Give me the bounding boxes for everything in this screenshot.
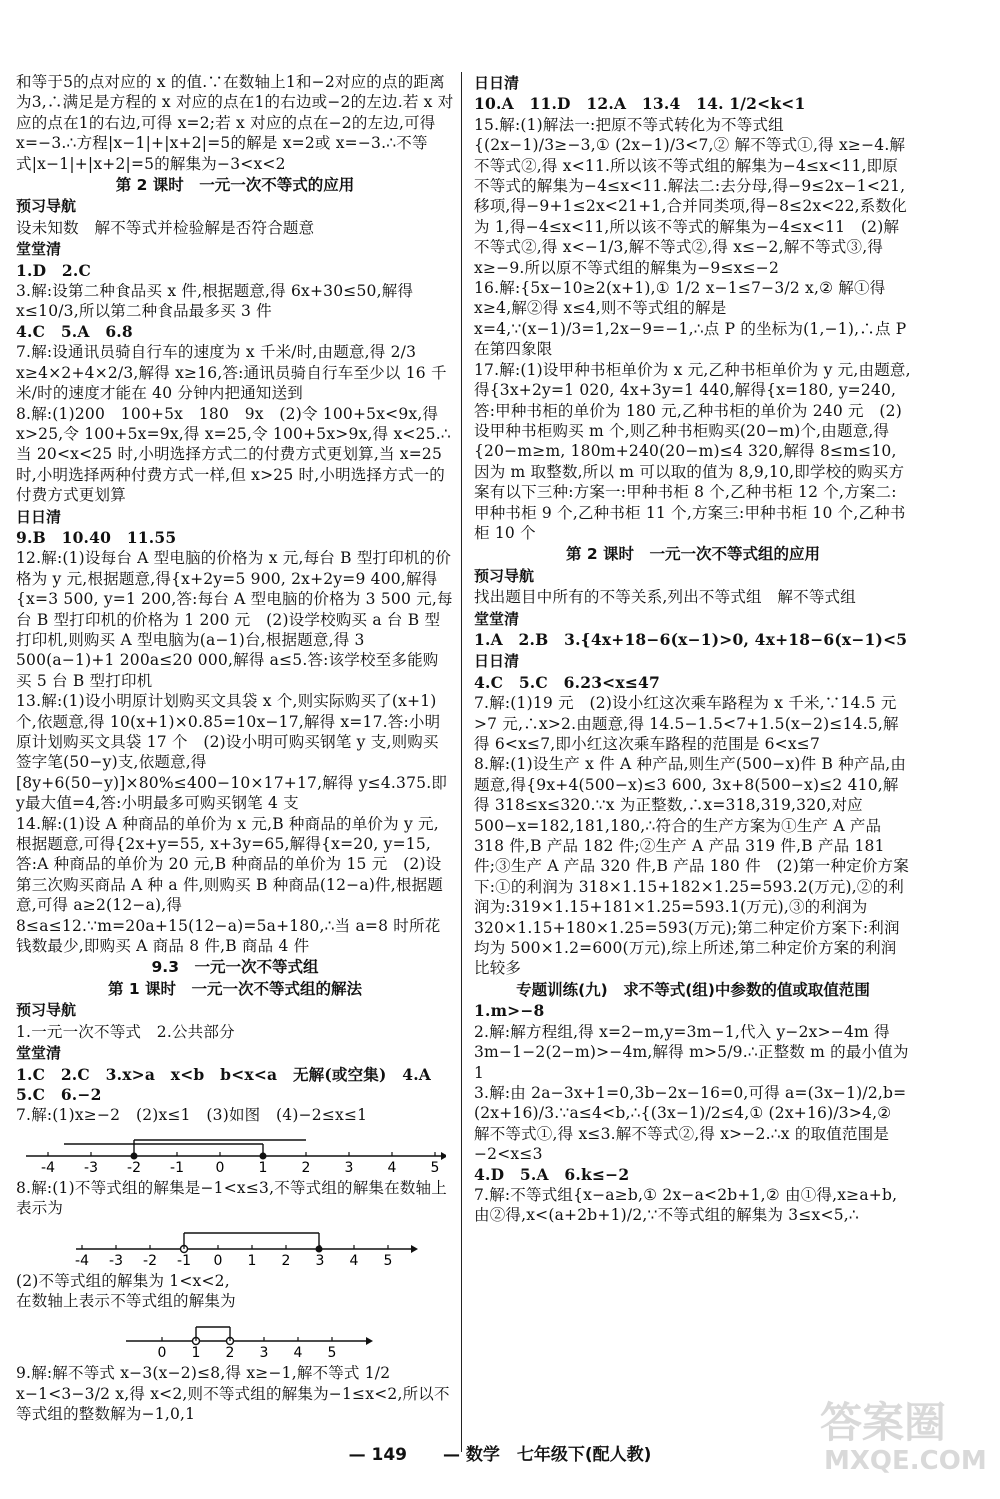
- number-line-1: [16, 1130, 454, 1174]
- number-line-3-tick-label: 2: [225, 1345, 235, 1360]
- answer-e-8b: (2)不等式组的解集为 1<x<2,: [16, 1271, 230, 1290]
- watermark-top-text: 答案圈: [820, 1398, 947, 1447]
- intro-paragraph: 和等于5的点对应的 x 的值.∵在数轴上1和−2对应的点的距离为3,∴满足是方程的 x 对应的点在1的右边或−2的左边.若 x 对应的点在1的右边,可得 x=2;若 x 对应的点在−2的左边,可得 x=−3.∴方程|x−1|+|x+2|=5的解是 x=2或 x=−3.∴不等式|x−1|+|x+2|=5的解集为−3<x<2: [16, 73, 454, 173]
- number-line-1-tick-label: 4: [387, 1159, 397, 1174]
- special-answer-7: 7.解:不等式组{x−a≥b,① 2x−a<2b+1,② 由①得,x≥a+b,由②得,x<(a+2b+1)/2,∵不等式组的解集为 3≤x<5,∴: [474, 1185, 898, 1225]
- answer-r-8: 8.解:(1)设生产 x 件 A 种产品,则生产(500−x)件 B 种产品,由题意,得{9x+4(500−x)≤3 600, 3x+8(500−x)≤2 410,解得 318≤x≤320.∵x 为正整数,∴x=318,319,320,对应 500−x=182,181,180,∴符合的生产方案为①生产 A 产品 318 件,B 产品 182 件;②生产 A 产品 319 件,B 产品 181 件;③生产 A 产品 320 件,B 产品 180 件 (2)第一种定价方案下:①的利润为 318×1.15+182×1.25=593.2(万元),②的利润为:319×1.15+181×1.25=593.1(万元),③的利润为 320×1.15+180×1.25=593(万元);第二种定价方案下:利润均为 500×1.2=600(万元),综上所述,第二种定价方案的利润比较多: [474, 755, 909, 978]
- class2-label: 堂堂清: [16, 1044, 62, 1063]
- special-answer-2: 2.解:解方程组,得 x=2−m,y=3m−1,代入 y−2x>−4m 得 3m−1−2(2−m)>−4m,解得 m>5/9.∴正整数 m 的最小值为 1: [474, 1022, 909, 1082]
- number-line-2-tick-label: 5: [383, 1252, 393, 1267]
- special-training-title: 专题训练(九) 求不等式(组)中参数的值或取值范围: [516, 980, 870, 999]
- number-line-1-tick-label: -1: [170, 1159, 184, 1174]
- footer-dash-right: —: [442, 1445, 460, 1465]
- answer-8: 8.解:(1)200 100+5x 180 9x (2)令 100+5x<9x,得 x>25,令 100+5x=9x,得 x=25,令 100+5x>9x,得 x<25.∴当 20<x<25 时,小明选择方式二的付费方式更划算,当 x=25 时,小明选择两种付费方式一样,但 x>25 时,小明选择方式一的付费方式更划算: [16, 404, 451, 505]
- number-line-1-tick-label: 3: [344, 1159, 354, 1174]
- answer-9-11: 9.B 10.40 11.55: [16, 527, 177, 547]
- preview-label-right: 预习导航: [474, 566, 535, 585]
- lesson2-title-right: 第 2 课时 一元一次不等式组的应用: [565, 545, 821, 564]
- preview-text-right: 找出题目中所有的不等关系,列出不等式组 解不等式组: [474, 588, 856, 607]
- number-line-2-tick-label: -3: [109, 1252, 123, 1267]
- right-column: [474, 72, 912, 1226]
- number-line-2-tick-label: -2: [143, 1252, 157, 1267]
- answer-r-4-6: 4.C 5.C 6.23<x≤47: [474, 672, 660, 692]
- number-line-2-tick-label: -1: [177, 1252, 191, 1267]
- footer-dash-left: —: [348, 1445, 366, 1465]
- number-line-2-tick-label: 4: [349, 1252, 359, 1267]
- class-label-right: 堂堂清: [474, 609, 520, 628]
- number-line-1-tick-label: 5: [430, 1159, 440, 1174]
- lesson1-title: 第 1 课时 一元一次不等式组的解法: [107, 979, 363, 998]
- answer-e-7: 7.解:(1)x≥−2 (2)x≤1 (3)如图 (4)−2≤x≤1: [16, 1106, 368, 1125]
- answer-16: 16.解:{5x−10≥2(x+1),① 1/2 x−1≤7−3/2 x,② 解①得 x≥4,解②得 x≤4,则不等式组的解是 x=4,∵(x−1)/3=1,2x−9=−1,∴点 P 的坐标为(1,−1),∴点 P 在第四象限: [474, 279, 907, 359]
- answer-e-1-4: 1.C 2.C 3.x>a x<b b<x<a 无解(或空集) 4.A: [16, 1064, 432, 1084]
- number-line-3-tick-label: 3: [259, 1345, 269, 1360]
- number-line-1-tick-label: 1: [258, 1159, 268, 1174]
- number-line-3: [16, 1315, 454, 1359]
- watermark-bottom-text: MXQE.COM: [824, 1446, 987, 1476]
- section-title: 9.3 一元一次不等式组: [151, 958, 319, 977]
- number-line-2: [16, 1223, 454, 1267]
- answer-3: 3.解:设第二种食品买 x 件,根据题意,得 6x+30≤50,解得 x≤10/3,所以第二种食品最多买 3 件: [16, 282, 414, 321]
- number-line-2-tick-label: 3: [315, 1252, 325, 1267]
- number-line-1-tick-label: 2: [301, 1159, 311, 1174]
- number-line-2-tick-label: 2: [281, 1252, 291, 1267]
- answer-r-1-3: 1.A 2.B 3.{4x+18−6(x−1)>0, 4x+18−6(x−1)<5: [474, 629, 908, 649]
- preview2-label: 预习导航: [16, 1001, 77, 1020]
- answer-e-8c: 在数轴上表示不等式组的解集为: [16, 1291, 236, 1310]
- answer-e-8a: 8.解:(1)不等式组的解集是−1<x≤3,不等式组的解集在数轴上表示为: [16, 1178, 447, 1218]
- answer-1-2: 1.D 2.C: [16, 260, 92, 280]
- number-line-1-tick-label: -2: [127, 1159, 141, 1174]
- answer-r-7: 7.解:(1)19 元 (2)设小红这次乘车路程为 x 千米,∵14.5 元>7 元,∴x>2.由题意,得 14.5−1.5<7+1.5(x−2)≤14.5,解得 6<x≤7,即小红这次乘车路程的范围是 6<x≤7: [474, 694, 899, 753]
- answer-12: 12.解:(1)设每台 A 型电脑的价格为 x 元,每台 B 型打印机的价格为 y 元,根据题意,得{x+2y=5 900, 2x+2y=9 400,解得{x=3 500, y=1 200,答:每台 A 型电脑的价格为 3 500 元,每台 B 型打印机的价格为 1 200 元 (2)设学校购买 a 台 B 型打印机,则购买 A 型电脑为(a−1)台,根据题意,得 3 500(a−1)+1 200a≤20 000,解得 a≤5.答:该学校至多能购买 5 台 B 型打印机: [16, 549, 453, 690]
- number-line-3-tick-label: 0: [157, 1345, 167, 1360]
- class-label: 堂堂清: [16, 240, 62, 259]
- preview2-text: 1.一元一次不等式 2.公共部分: [16, 1022, 235, 1041]
- number-line-3-tick-label: 4: [293, 1345, 303, 1360]
- preview-label: 预习导航: [16, 197, 77, 216]
- answer-17: 17.解:(1)设甲种书柜单价为 x 元,乙种书柜单价为 y 元,由题意,得{3x+2y=1 020, 4x+3y=1 440,解得{x=180, y=240,答:甲种书柜的单价为 180 元,乙种书柜的单价为 240 元 (2)设甲种书柜购买 m 个,则乙种书柜购买(20−m)个,由题意,得{20−m≥m, 180m+240(20−m)≤4 320,解得 8≤m≤10,因为 m 取整数,所以 m 可以取的值为 8,9,10,即学校的购买方案有以下三种:方案一:甲种书柜 8 个,乙种书柜 12 个,方案二:甲种书柜 9 个,乙种书柜 11 个,方案三:甲种书柜 10 个,乙种书柜 10 个: [474, 360, 911, 542]
- special-answer-1: 1.m>−8: [474, 1001, 545, 1021]
- number-line-1-tick-label: -4: [41, 1159, 55, 1174]
- number-line-1-tick-label: -3: [84, 1159, 98, 1174]
- special-answer-3: 3.解:由 2a−3x+1=0,3b−2x−16=0,可得 a=(3x−1)/2,b=(2x+16)/3.∵a≤4<b,∴{(3x−1)/2≤4,① (2x+16)/3>4,② 解不等式①,得 x≤3.解不等式②,得 x>−2.∴x 的取值范围是−2<x≤3: [474, 1083, 907, 1164]
- footer-subject: 数学 七年级下(配人教): [465, 1445, 652, 1465]
- page-number: 149: [371, 1445, 408, 1465]
- column-divider: [461, 72, 462, 1452]
- daily2-label-right: 日日清: [474, 652, 520, 671]
- special-answer-4-6: 4.D 5.A 6.k≤−2: [474, 1164, 630, 1184]
- number-line-2-tick-label: 0: [213, 1252, 223, 1267]
- daily-label: 日日清: [16, 507, 62, 526]
- number-line-2-tick-label: -4: [75, 1252, 89, 1267]
- preview-text: 设未知数 解不等式并检验解是否符合题意: [16, 218, 315, 237]
- number-line-3-tick-label: 5: [327, 1345, 337, 1360]
- answer-4-6: 4.C 5.A 6.8: [16, 321, 133, 341]
- answer-15: 15.解:(1)解法一:把原不等式转化为不等式组{(2x−1)/3≥−3,① (2x−1)/3<7,② 解不等式①,得 x≥−4.解不等式②,得 x<11.所以该不等式组的解集为−4≤x<11,即原不等式的解集为−4≤x<11.解法二:去分母,得−9≤2x−1<21,移项,得−9+1≤2x<21+1,合并同类项,得−8≤2x<22,系数化为 1,得−4≤x<11,所以该不等式的解集为−4≤x<11 (2)解不等式②,得 x<−1/3,解不等式②,得 x≤−2,解不等式③,得 x≥−9.所以原不等式组的解集为−9≤x≤−2: [474, 115, 907, 277]
- number-line-3-tick-label: 1: [191, 1345, 201, 1360]
- answer-14: 14.解:(1)设 A 种商品的单价为 x 元,B 种商品的单价为 y 元,根据题意,可得{2x+y=55, x+3y=65,解得{x=20, y=15,答:A 种商品的单价为 20 元,B 种商品的单价为 15 元 (2)设第三次购买商品 A 种 a 件,则购买 B 种商品(12−a)件,根据题意,可得 a≥2(12−a),得 8≤a≤12.∵m=20a+15(12−a)=5a+180,∴当 a=8 时所花钱数最少,即购买 A 商品 8 件,B 商品 4 件: [16, 814, 443, 956]
- answer-e-5-6: 5.C 6.−2: [16, 1084, 102, 1104]
- lesson2-title: 第 2 课时 一元一次不等式的应用: [115, 176, 355, 195]
- answer-13: 13.解:(1)设小明原计划购买文具袋 x 个,则实际购买了(x+1)个,依题意,得 10(x+1)×0.85=10x−17,解得 x=17.答:小明原计划购买文具袋 17 个 (2)设小明可购买钢笔 y 支,则购买签字笔(50−y)支,依题意,得[8y+6(50−y)]×80%≤400−10×17+17,解得 y≤4.375.即 y最大值=4,答:小明最多可购买钢笔 4 支: [16, 692, 448, 813]
- left-column: [16, 72, 454, 1425]
- number-line-2-tick-label: 1: [247, 1252, 257, 1267]
- answer-e-9: 9.解:解不等式 x−3(x−2)≤8,得 x≥−1,解不等式 1/2 x−1<3−3/2 x,得 x<2,则不等式组的解集为−1≤x<2,所以不等式组的整数解为−1,0,1: [16, 1364, 450, 1424]
- answer-7: 7.解:设通讯员骑自行车的速度为 x 千米/时,由题意,得 2/3 x≥4×2+4×2/3,解得 x≥16,答:通讯员骑自行车至少以 16 千米/时的速度才能在 40 分钟内把通知送到: [16, 343, 447, 403]
- watermark-logo: [812, 1385, 987, 1480]
- answer-10-14: 10.A 11.D 12.A 13.4 14. 1/2<k<1: [474, 94, 806, 114]
- daily-label-right: 日日清: [474, 74, 520, 92]
- number-line-1-tick-label: 0: [215, 1159, 225, 1174]
